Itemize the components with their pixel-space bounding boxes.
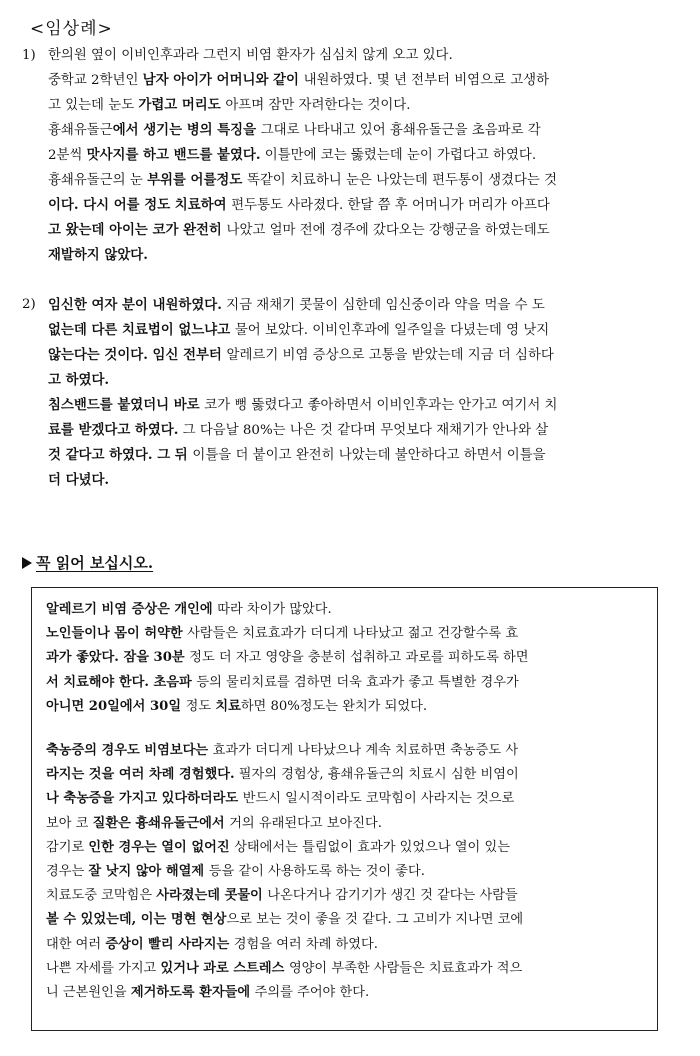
text-line [48, 143, 678, 168]
text-segment: 반드시 일시적이라도 코막힘이 사라지는 것으로 [242, 791, 515, 807]
text-line [46, 695, 645, 719]
text-line [46, 598, 645, 622]
bold-text-segment: 부위를 어를정도 [147, 172, 247, 188]
text-segment: 나았고 얼마 전에 경주에 갔다오는 강행군을 하였는데도 [226, 223, 550, 238]
text-segment: 알레르기 비염 증상으로 고통을 받았는데 지금 더 심하다 [226, 348, 554, 363]
text-segment: 이틀을 더 붙이고 완전히 나았는데 불안하다고 하면서 이틀을 [192, 448, 546, 463]
text-segment: 똑같이 치료하니 눈은 나았는데 편두통이 생겼다는 것 [246, 173, 558, 188]
bold-text-segment: 것 같다고 하였다. 그 뒤 [48, 447, 193, 463]
notice-heading [22, 552, 153, 573]
text-segment: 아프며 잠만 자려한다는 것이다. [225, 98, 411, 113]
case-2-body [48, 293, 678, 493]
bold-text-segment: 임신한 여자 분이 내원하였다. [48, 297, 222, 313]
text-segment: 2분씩 [48, 148, 87, 163]
text-segment: 나온다거나 감기기가 생긴 것 같다는 사람들 [267, 888, 518, 904]
text-segment: 코가 뻥 뚫렸다고 좋아하면서 이비인후과는 안가고 여기서 치 [204, 398, 558, 413]
text-segment: 정도 더 자고 영양을 충분히 섭취하고 과로를 피하도록 하면 [189, 650, 529, 666]
text-line [46, 622, 645, 646]
text-segment: 물어 보았다. 이비인후과에 일주일을 다녔는데 영 낫지 [234, 323, 550, 338]
text-segment: 중학교 2학년인 [48, 73, 143, 88]
text-line [46, 787, 645, 811]
bold-text-segment: 에서 생기는 병의 특징을 [112, 122, 261, 138]
text-line [46, 763, 645, 787]
text-segment: 흉쇄유돌근의 눈 [48, 173, 148, 188]
text-segment: 등을 같이 사용하도록 하는 것이 좋다. [208, 864, 425, 880]
bold-text-segment: 제거하도록 환자들에 [130, 985, 255, 1001]
text-segment: 사람들은 치료효과가 더디게 나타났고 젊고 건강할수록 효 [187, 626, 519, 642]
bold-text-segment: 더 다녔다. [48, 472, 110, 488]
bold-text-segment: 고 하였다. [48, 372, 110, 388]
case-1-number: 1) [22, 48, 36, 63]
text-segment: 정도 [185, 698, 216, 714]
bold-text-segment: 나 축농증을 가지고 있다하더라도 [46, 791, 243, 807]
text-segment: 경우는 [46, 864, 89, 880]
text-segment: 내원하였다. 몇 년 전부터 비염으로 고생하 [303, 73, 550, 88]
text-segment: 한의원 옆이 이비인후과라 그런지 비염 환자가 심심치 않게 오고 있다. [48, 48, 453, 63]
text-line [46, 860, 645, 884]
text-line [48, 44, 678, 68]
text-line [48, 168, 678, 193]
text-segment: 효과가 더디게 나타났으나 계속 치료하면 축농증도 사 [212, 743, 519, 759]
bold-text-segment: 과가 좋았다. 잠을 30분 [46, 650, 190, 666]
case-1 [22, 44, 678, 268]
bold-text-segment: 볼 수 있었는데, 이는 명현 현상 [46, 912, 227, 928]
text-segment: 지금 재채기 콧물이 심한데 임신중이라 약을 먹을 수 도 [221, 298, 545, 313]
text-segment: 대한 여러 [46, 936, 106, 952]
text-line [48, 393, 678, 418]
bold-text-segment: 인한 경우는 열이 없어진 [88, 839, 235, 855]
text-line [48, 368, 678, 393]
text-line [46, 812, 645, 836]
text-segment: 감기로 [46, 839, 89, 855]
text-line [48, 343, 678, 368]
bold-text-segment: 않는다는 것이다. 임신 전부터 [48, 347, 227, 363]
notice-heading-text: 꼭 읽어 보십시오. [36, 554, 154, 572]
text-line [46, 836, 645, 860]
text-line [48, 443, 678, 468]
text-segment: 고 있는데 눈도 [48, 98, 139, 113]
text-segment: 경험을 여러 차례 하였다. [233, 936, 378, 952]
text-segment: 필자의 경험상, 흉쇄유돌근의 치료시 심한 비염이 [234, 767, 519, 783]
bold-text-segment: 질환은 흉쇄유돌근에서 [92, 815, 230, 831]
text-segment: 상태에서는 틀림없이 효과가 있었으나 열이 있는 [234, 839, 510, 855]
text-line [48, 468, 678, 493]
text-line [48, 293, 678, 318]
case-section-title: <임상례> [30, 19, 113, 39]
bold-text-segment: 축농증의 경우도 비염보다는 [46, 743, 213, 759]
bold-text-segment: 료를 받겠다고 하였다. [48, 422, 179, 438]
text-segment: 흉쇄유돌근 [48, 123, 113, 138]
text-segment: 영양이 부족한 사람들은 치료효과가 적으 [288, 960, 523, 976]
case-1-body [48, 44, 678, 268]
bold-text-segment: 치료 [215, 698, 241, 714]
text-segment: 그대로 나타내고 있어 흉쇄유돌근을 초음파로 각 [260, 123, 541, 138]
bold-text-segment: 재발하지 않았다. [48, 247, 148, 263]
bold-text-segment: 사라졌는데 콧물이 [156, 888, 268, 904]
bold-text-segment: 알레르기 비염 증상은 개인에 [46, 602, 218, 617]
bold-text-segment: 침스밴드를 붙였더니 바로 [48, 397, 205, 413]
text-segment: 편두통도 사라졌다. 한달 쯤 후 어머니가 머리가 아프다 [231, 198, 550, 213]
bold-text-segment: 이다. 다시 어를 정도 치료하여 [48, 197, 232, 213]
bold-text-segment: 증상이 빨리 사라지는 [105, 936, 234, 952]
text-segment: 치료도중 코막힘은 [46, 888, 157, 904]
bold-text-segment: 남자 아이가 어머니와 같이 [142, 72, 304, 88]
bold-text-segment: 라지는 것을 여러 차례 경험했다. [46, 767, 235, 783]
text-line [48, 118, 678, 143]
text-line [46, 957, 645, 981]
triangle-bullet-icon [22, 557, 32, 569]
text-line [48, 243, 678, 268]
bold-text-segment: 있거나 과로 스트레스 [160, 960, 289, 976]
text-line [48, 193, 678, 218]
text-line [46, 933, 645, 957]
text-segment: 이틀만에 코는 뚫렸는데 눈이 가렵다고 하였다. [260, 148, 537, 163]
text-line [48, 218, 678, 243]
paragraph-gap [46, 719, 645, 739]
bold-text-segment: 서 치료해야 한다. 초음파 [46, 674, 197, 690]
text-line [48, 68, 678, 93]
text-segment: 그 다음날 80%는 나은 것 같다며 무엇보다 재채기가 안나와 살 [178, 423, 549, 438]
notice-box [31, 587, 658, 1031]
case-2-number: 2) [22, 297, 36, 312]
case-2 [22, 293, 678, 493]
bold-text-segment: 잘 낫지 않아 해열제 [88, 864, 209, 880]
text-segment: 주의를 주어야 한다. [254, 985, 370, 1001]
text-line [48, 93, 678, 118]
text-line [46, 908, 645, 932]
text-segment: 으로 보는 것이 좋을 것 같다. 그 고비가 지나면 코에 [226, 912, 524, 928]
text-line [46, 671, 645, 695]
text-segment: 보아 코 [46, 815, 93, 831]
text-segment: 거의 유래된다고 보아진다. [229, 815, 382, 831]
text-segment: 하면 80%정도는 완치가 되었다. [240, 698, 428, 714]
text-segment: 니 근본원인을 [46, 985, 131, 1001]
bold-text-segment: 가렵고 머리도 [138, 97, 226, 113]
text-line [46, 739, 645, 763]
text-line [46, 646, 645, 670]
bold-text-segment: 아니면 20일에서 30일 [46, 698, 186, 714]
text-segment: 따라 차이가 많았다. [217, 602, 332, 617]
text-segment: 등의 물리치료를 겸하면 더욱 효과가 좋고 특별한 경우가 [196, 674, 519, 690]
text-line [46, 884, 645, 908]
text-line [46, 981, 645, 1005]
text-line [48, 318, 678, 343]
text-line [48, 418, 678, 443]
bold-text-segment: 고 왔는데 아이는 코가 완전히 [48, 222, 227, 238]
bold-text-segment: 맛사지를 하고 밴드를 붙였다. [86, 147, 261, 163]
bold-text-segment: 노인들이나 몸이 허약한 [46, 626, 188, 642]
text-segment: 나쁜 자세를 가지고 [46, 960, 161, 976]
bold-text-segment: 없는데 다른 치료법이 없느냐고 [48, 322, 235, 338]
